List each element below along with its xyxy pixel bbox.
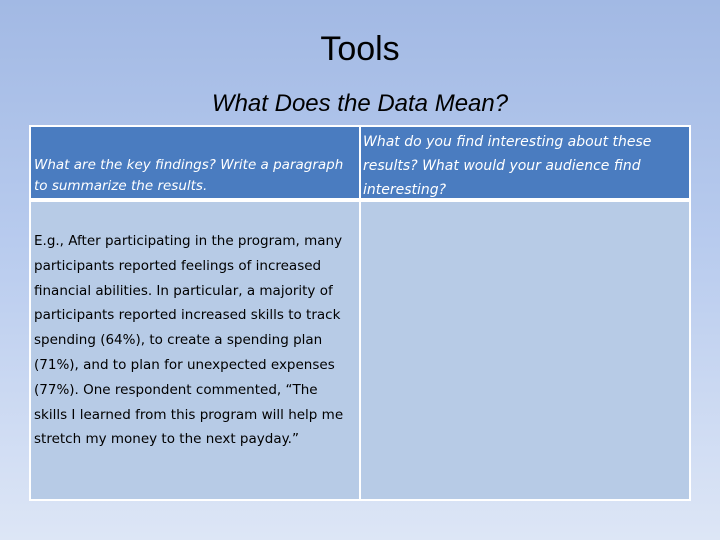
header-cell-interesting [360,125,691,200]
header-key-findings-text: What are the key findings? Write a paragraph to summarize the results. [34,157,344,194]
slide-subtitle: What Does the Data Mean? [211,90,509,117]
header-cell-key-findings [29,125,360,200]
findings-table [29,125,691,501]
header-interesting-text: What do you find interesting about these results? What would your audience find interesting? [363,134,652,198]
body-cell-key-findings[interactable] [29,200,360,501]
key-findings-example-text: E.g., After participating in the program, many participants reported feelings of increased financial abilities. In particular, a majority of participants reported increased skills to track spending (64%), to create a spending plan (71%), and to plan for unexpected expenses (77%). One respondent commented, “The skills I learned from this program will help me stretch my money to the next payday.” [34,233,344,448]
slide-title: Tools [320,30,400,68]
body-cell-interesting[interactable] [360,200,691,501]
